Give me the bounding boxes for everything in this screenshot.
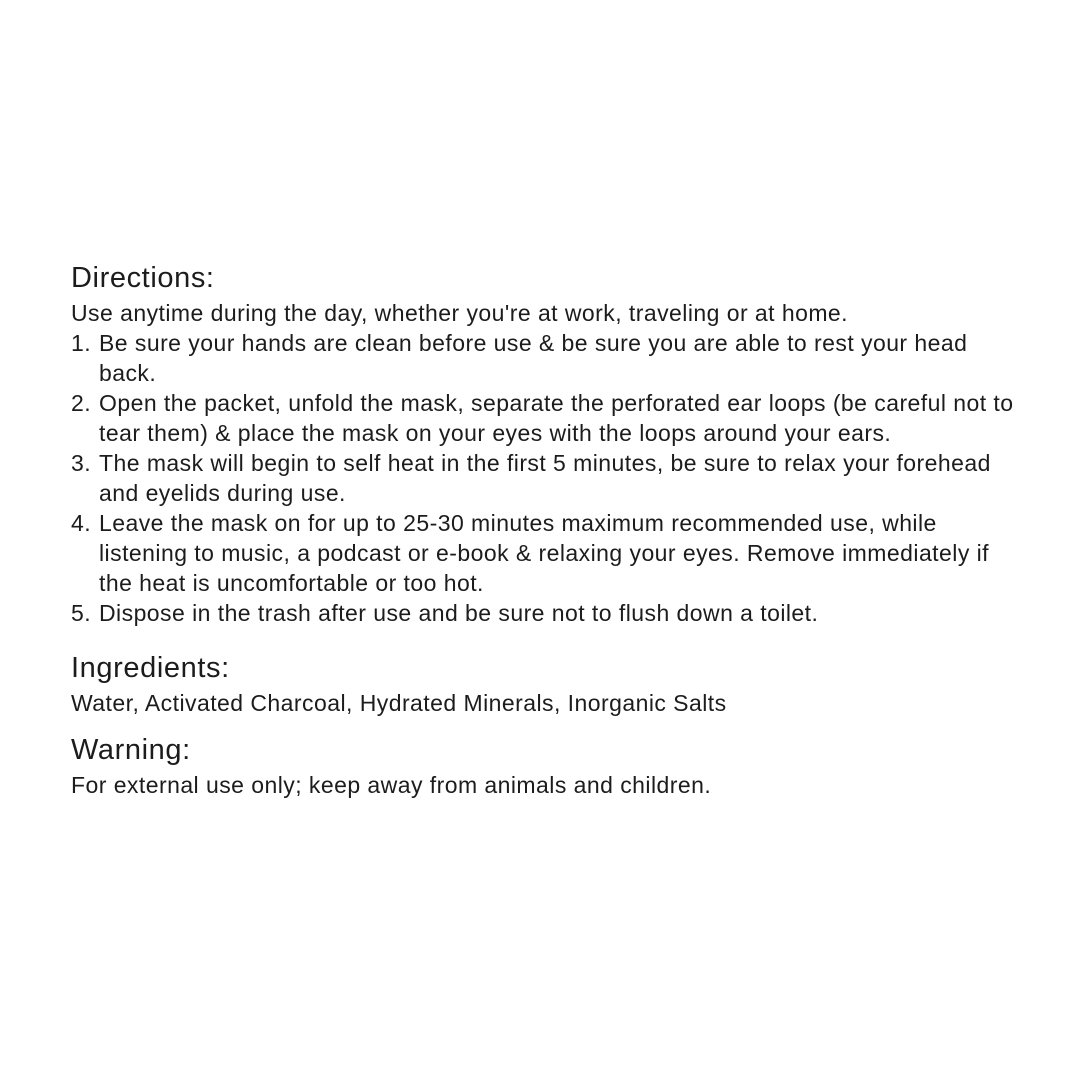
step-text: Dispose in the trash after use and be sure not to flush down a toilet. [99,600,819,626]
ingredients-section [71,650,1019,718]
step-number: 1. [71,330,92,356]
warning-section [71,732,1019,800]
directions-step [71,448,1019,508]
ingredients-heading: Ingredients: [71,652,230,684]
warning-heading: Warning: [71,734,191,766]
step-number: 2. [71,390,92,416]
directions-section [71,260,1019,628]
step-text: Open the packet, unfold the mask, separate the perforated ear loops (be careful not to tear them) & place the mask on your eyes with the loops around your ears. [99,390,1014,446]
step-text: The mask will begin to self heat in the first 5 minutes, be sure to relax your forehead and eyelids during use. [99,450,991,506]
step-text: Be sure your hands are clean before use & be sure you are able to rest your head back. [99,330,968,386]
warning-text: For external use only; keep away from animals and children. [71,772,712,798]
step-number: 5. [71,600,92,626]
directions-steps-list [71,328,1019,628]
directions-intro: Use anytime during the day, whether you're at work, traveling or at home. [71,300,849,326]
directions-step [71,328,1019,388]
directions-step [71,598,1019,628]
step-text: Leave the mask on for up to 25-30 minutes maximum recommended use, while listening to music, a podcast or e-book & relaxing your eyes. Remove immediately if the heat is uncomfortable or too hot. [99,510,990,596]
step-number: 3. [71,450,92,476]
step-number: 4. [71,510,92,536]
directions-heading: Directions: [71,262,215,294]
directions-step [71,388,1019,448]
product-label-text-panel [71,260,1019,800]
ingredients-text: Water, Activated Charcoal, Hydrated Minerals, Inorganic Salts [71,690,727,716]
directions-step [71,508,1019,598]
